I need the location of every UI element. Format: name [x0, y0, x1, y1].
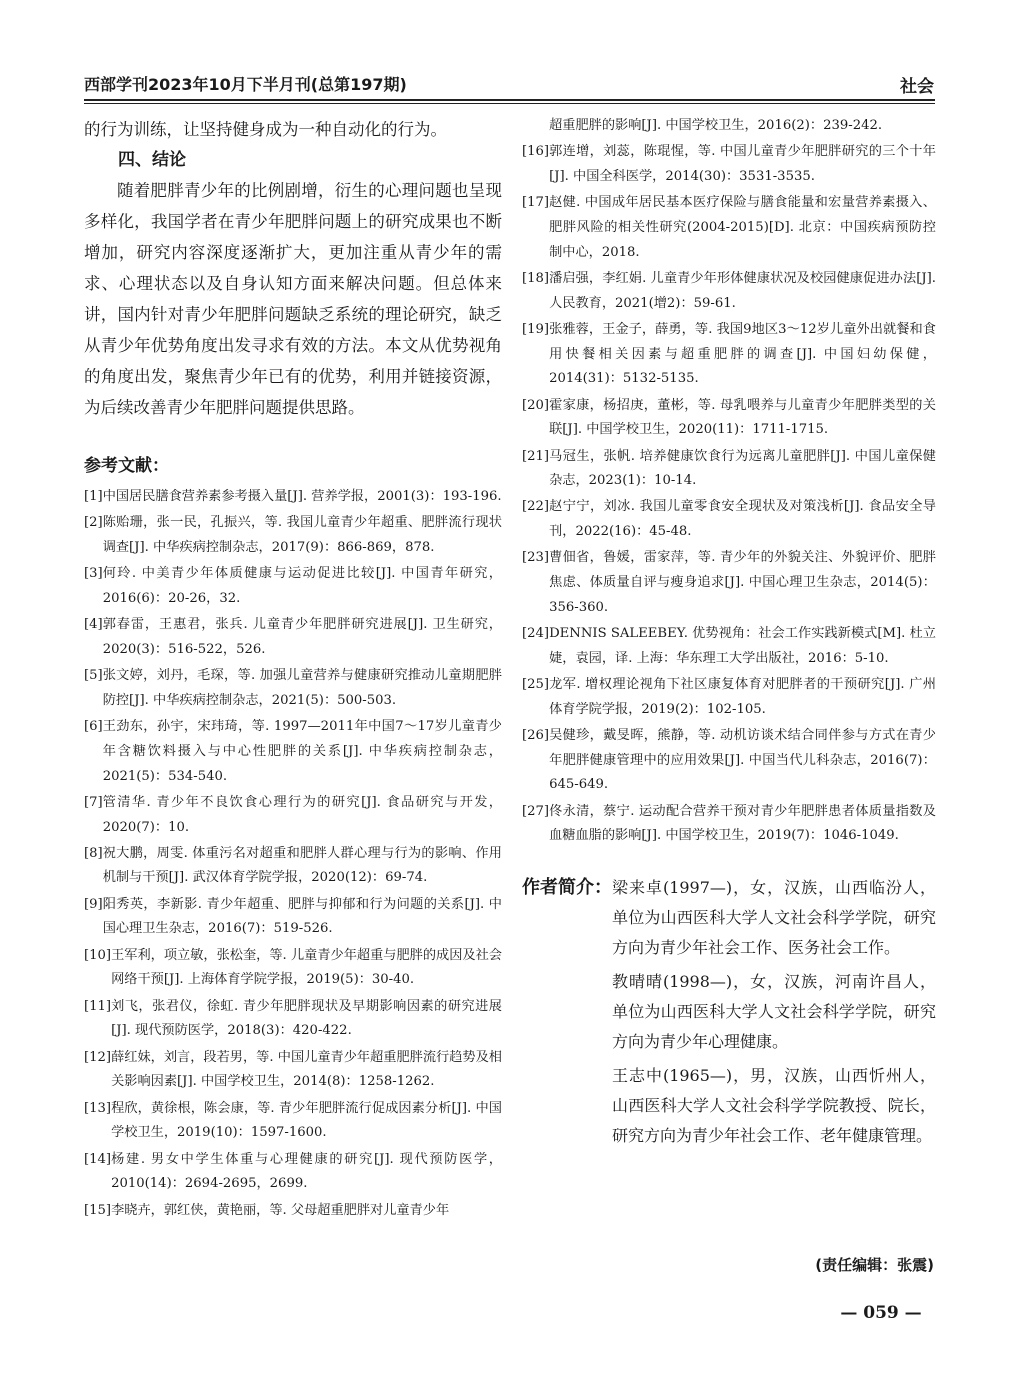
reference-number: [25]: [522, 677, 550, 693]
reference-text: 刘飞，张君仪，徐虹. 青少年肥胖现状及早期影响因素的研究进展[J]. 现代预防医学，2018(3)：420-422.: [111, 998, 502, 1039]
reference-text: 赵宁宁，刘冰. 我国儿童零食安全现状及对策浅析[J]. 食品安全导刊，2022(16)：45-48.: [549, 499, 936, 540]
reference-item: [522, 114, 936, 139]
reference-number: [21]: [522, 448, 550, 464]
reference-number: [5]: [84, 668, 103, 684]
reference-text: 张文婷，刘丹，毛琛，等. 加强儿童营养与健康研究推动儿童期肥胖防控[J]. 中华疾病控制杂志，2021(5)：500-503.: [102, 668, 502, 708]
reference-text: 祝大鹏，周雯. 体重污名对超重和肥胖人群心理与行为的影响、作用机制与干预[J]. 武汉体育学院学报，2020(12)：69-74.: [102, 845, 502, 886]
reference-item: [522, 318, 936, 392]
reference-item: [522, 546, 936, 620]
reference-item: [84, 842, 502, 891]
reference-item: [522, 724, 936, 798]
reference-number: [22]: [522, 499, 550, 515]
body-paragraph: 的行为训练，让坚持健身成为一种自动化的行为。: [84, 120, 447, 139]
reference-text: 杨建. 男女中学生体重与心理健康的研究[J]. 现代预防医学，2010(14)：2694-2695，2699.: [111, 1151, 502, 1192]
reference-text: 吴健珍，戴旻晖，熊静，等. 动机访谈术结合同伴参与方式在青少年肥胖健康管理中的应用效果[J]. 中国当代儿科杂志，2016(7)：645-649.: [549, 728, 936, 793]
reference-text: 王劲东，孙宇，宋玮琦，等. 1997—2011年中国7～17岁儿童青少年含糖饮料摄入与中心性肥胖的关系[J]. 中华疾病控制杂志，2021(5)：534-540.: [102, 719, 502, 784]
reference-text: 张雅蓉，王金子，薛勇，等. 我国9地区3～12岁儿童外出就餐和食用快餐相关因素与超重肥胖的调查[J]. 中国妇幼保健，2014(31)：5132-5135.: [549, 321, 936, 387]
reference-number: [6]: [84, 719, 103, 735]
reference-text: 程欣，黄徐根，陈会康，等. 青少年肥胖流行促成因素分析[J]. 中国学校卫生，2019(10)：1597-1600.: [111, 1100, 502, 1141]
reference-item: [84, 1148, 502, 1197]
reference-item: [84, 1199, 502, 1224]
reference-number: [26]: [522, 728, 550, 744]
reference-item: [84, 562, 502, 611]
responsible-editor: (责任编辑：张震): [815, 1256, 934, 1274]
reference-item: [84, 613, 502, 662]
journal-title: 西部学刊2023年10月下半月刊(总第197期): [84, 75, 407, 94]
author-entry: 王志中(1965—)，男，汉族，山西忻州人，山西医科大学人文社会科学学院教授、院长，研究方向为青少年社会工作、老年健康管理。: [612, 1065, 936, 1145]
reference-item: [84, 511, 502, 560]
reference-number: [19]: [522, 321, 550, 337]
reference-item: [522, 673, 936, 722]
reference-text: 马冠生，张帆. 培养健康饮食行为远离儿童肥胖[J]. 中国儿童保健杂志，2023(1)：10-14.: [549, 448, 936, 489]
reference-number: [3]: [84, 566, 103, 582]
reference-number: [18]: [522, 270, 550, 286]
reference-item: [522, 394, 936, 443]
reference-number: [10]: [84, 947, 112, 963]
reference-item: [84, 791, 502, 840]
reference-text: 潘启强，李红娟. 儿童青少年形体健康状况及校园健康促进办法[J]. 人民教育，2021(增2)：59-61.: [549, 270, 936, 311]
reference-text: 龙军. 增权理论视角下社区康复体育对肥胖者的干预研究[J]. 广州体育学院学报，2019(2)：102-105.: [549, 677, 936, 717]
reference-number: [11]: [84, 998, 112, 1014]
reference-item: [522, 495, 936, 544]
reference-item: [522, 191, 936, 265]
reference-text: 佟永清，蔡宁. 运动配合营养干预对青少年肥胖患者体质量指数及血糖血脂的影响[J]. 中国学校卫生，2019(7)：1046-1049.: [549, 803, 936, 844]
reference-text: 郭春雷，王惠君，张兵. 儿童青少年肥胖研究进展[J]. 卫生研究，2020(3)：516-522，526.: [102, 617, 502, 657]
reference-number: [27]: [522, 803, 550, 819]
reference-text: 霍家康，杨招庚，董彬，等. 母乳喂养与儿童青少年肥胖类型的关联[J]. 中国学校卫生，2020(11)：1711-1715.: [549, 397, 936, 438]
reference-text: 李晓卉，郭红侠，黄艳丽，等. 父母超重肥胖对儿童青少年: [111, 1202, 450, 1218]
reference-text: 中国居民膳食营养素参考摄入量[J]. 营养学报，2001(3)：193-196.: [102, 489, 502, 504]
reference-item: [84, 893, 502, 942]
left-column: [84, 114, 502, 1225]
section-label: 社会: [900, 77, 934, 97]
reference-text: 管清华. 青少年不良饮食心理行为的研究[J]. 食品研究与开发，2020(7)：10.: [102, 794, 502, 835]
reference-text: 赵健. 中国成年居民基本医疗保险与膳食能量和宏量营养素摄入、肥胖风险的相关性研究(2004-2015)[D]. 北京：中国疾病预防控制中心，2018.: [549, 195, 936, 260]
reference-number: [15]: [84, 1202, 112, 1218]
reference-number: [14]: [84, 1151, 112, 1167]
section-heading: 四、结论: [118, 150, 186, 170]
header-rule: [84, 99, 935, 104]
reference-number: [1]: [84, 489, 103, 504]
reference-text: DENNIS SALEEBEY. 优势视角：社会工作实践新模式[M]. 杜立婕，袁园，译. 上海：华东理工大学出版社，2016：5-10.: [549, 626, 936, 666]
reference-item: [522, 800, 936, 849]
reference-number: [8]: [84, 845, 103, 861]
reference-text: 陈贻珊，张一民，孔振兴，等. 我国儿童青少年超重、肥胖流行现状调查[J]. 中华疾病控制杂志，2017(9)：866-869，878.: [102, 515, 502, 555]
author-bio-label: 作者简介：: [522, 876, 612, 898]
reference-list: [522, 140, 936, 848]
page-number: — 059 —: [840, 1303, 922, 1323]
reference-item: [84, 995, 502, 1044]
reference-item: [84, 715, 502, 789]
reference-text: 阳秀英，李新影. 青少年超重、肥胖与抑郁和行为问题的关系[J]. 中国心理卫生杂志，2016(7)：519-526.: [102, 896, 502, 937]
reference-number: [4]: [84, 617, 103, 633]
reference-number: [7]: [84, 794, 103, 810]
reference-number: [2]: [84, 515, 103, 531]
author-bio-list: [612, 873, 936, 1155]
reference-number: [17]: [522, 195, 550, 211]
reference-number: [20]: [522, 397, 550, 413]
reference-text: 曹佃省，鲁媛，雷家萍，等. 青少年的外貌关注、外貌评价、肥胖焦虑、体质量自评与瘦身追求[J]. 中国心理卫生杂志，2014(5)：356-360.: [549, 550, 936, 615]
reference-number: [12]: [84, 1049, 112, 1065]
reference-item: [522, 622, 936, 671]
right-column: [522, 114, 936, 1155]
reference-item: [84, 944, 502, 993]
reference-item: [84, 1046, 502, 1095]
reference-number: [16]: [522, 144, 550, 160]
reference-text: 王军利，项立敏，张松奎，等. 儿童青少年超重与肥胖的成因及社会网络干预[J]. 上海体育学院学报，2019(5)：30-40.: [111, 947, 502, 988]
reference-text: 郭连增，刘蕊，陈琨惺，等. 中国儿童青少年肥胖研究的三个十年[J]. 中国全科医学，2014(30)：3531-3535.: [549, 144, 936, 184]
reference-item: [84, 485, 502, 510]
reference-text: 超重肥胖的影响[J]. 中国学校卫生，2016(2)：239-242.: [549, 118, 883, 133]
reference-item: [84, 1097, 502, 1146]
reference-text: 何玲. 中美青少年体质健康与运动促进比较[J]. 中国青年研究，2016(6)：20-26，32.: [102, 566, 502, 606]
conclusion-paragraph: 随着肥胖青少年的比例剧增，衍生的心理问题也呈现多样化，我国学者在青少年肥胖问题上的研究成果也不断增加，研究内容深度逐渐扩大，更加注重从青少年的需求、心理状态以及自身认知方面来解决问题。但总体来讲，国内针对青少年肥胖问题缺乏系统的理论研究，缺乏从青少年优势角度出发寻求有效的方法。本文从优势视角的角度出发，聚焦青少年已有的优势，利用并链接资源，为后续改善青少年肥胖问题提供思路。: [84, 181, 502, 417]
reference-number: [9]: [84, 896, 103, 912]
reference-item: [522, 445, 936, 494]
author-entry: 梁来卓(1997—)，女，汉族，山西临汾人，单位为山西医科大学人文社会科学学院，研究方向为青少年社会工作、医务社会工作。: [612, 877, 936, 957]
author-entry: 教晴晴(1998—)，女，汉族，河南许昌人，单位为山西医科大学人文社会科学学院，研究方向为青少年心理健康。: [612, 971, 936, 1051]
reference-item: [84, 664, 502, 713]
reference-number: [23]: [522, 550, 550, 566]
reference-text: 薛红妹，刘言，段若男，等. 中国儿童青少年超重肥胖流行趋势及相关影响因素[J]. 中国学校卫生，2014(8)：1258-1262.: [111, 1049, 502, 1090]
reference-number: [13]: [84, 1100, 112, 1116]
references-heading: 参考文献：: [84, 456, 169, 476]
author-bio: [522, 873, 936, 1155]
reference-number: [24]: [522, 626, 550, 642]
reference-item: [522, 267, 936, 316]
reference-list: [84, 485, 502, 1223]
page-header: [84, 72, 934, 96]
reference-item: [522, 140, 936, 189]
